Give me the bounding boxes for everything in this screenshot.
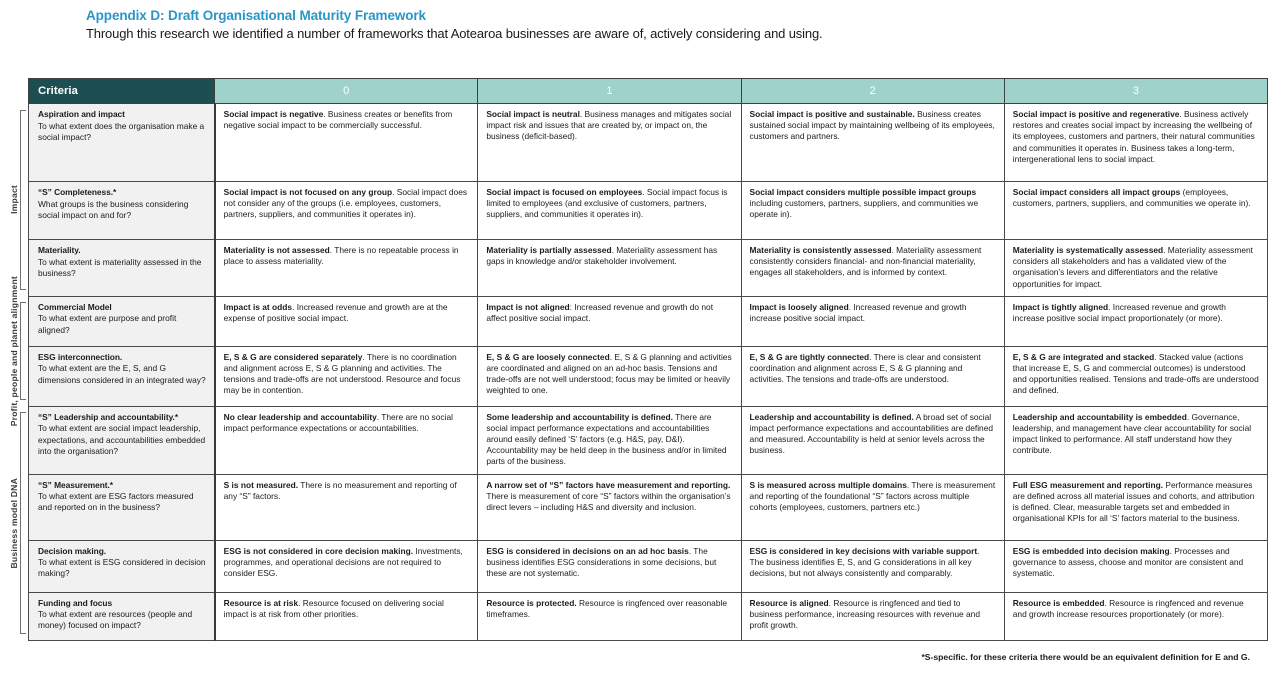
level-lead-text: ESG is not considered in core decision making. <box>223 545 414 556</box>
level-3-cell <box>1004 346 1267 406</box>
criterion-cell <box>29 296 215 346</box>
criterion-question: To what extent is ESG considered in decision making? <box>38 557 206 579</box>
table-row <box>29 346 1268 406</box>
level-1-cell <box>478 474 741 540</box>
table-body <box>29 104 1268 641</box>
level-body-text: Performance measures are defined across all material issues and cohorts, and attribution is defined. Clear, measurable targets set and embedded in organisational KPIs for all ‘S’ factors material to the business. <box>1012 479 1255 524</box>
criterion-title: Materiality. <box>38 245 81 255</box>
table-row <box>29 406 1268 474</box>
level-lead-text: Impact is loosely aligned <box>749 301 849 312</box>
level-2-cell <box>741 474 1004 540</box>
criterion-question: What groups is the business considering social impact on and for? <box>38 198 189 220</box>
criterion-question: To what extent does the organisation make a social impact? <box>38 120 205 142</box>
level-lead-text: Materiality is systematically assessed <box>1012 245 1164 255</box>
level-lead-text: Social impact is neutral <box>486 109 580 119</box>
criterion-cell <box>29 240 215 297</box>
level-body-text: . Resource is ringfenced and revenue and growth increase resources proportionately (or more). <box>1012 597 1244 619</box>
table-row <box>29 104 1268 182</box>
level-body-text: . Resource is ringfenced and tied to business performance, increasing resources with revenue and profit growth. <box>749 597 980 630</box>
level-body-text: Investments, programmes, and operational decisions are not required to consider ESG. <box>223 545 463 578</box>
level-1-cell <box>478 592 741 640</box>
level-body-text: : Increased revenue and growth do not affect positive social impact. <box>486 301 714 323</box>
level-1-cell <box>478 296 741 346</box>
level-body-text: . There is clear and consistent coordination and alignment across E, S & G planning and activities. The tensions and trade-offs are understood. <box>749 351 981 385</box>
level-1-cell <box>478 182 741 240</box>
group-label-rail <box>0 78 27 648</box>
header-level-2: 2 <box>741 79 1004 104</box>
level-1-cell <box>478 240 741 297</box>
level-lead-text: A narrow set of “S” factors have measurement and reporting. <box>486 479 731 490</box>
level-body-text: . Increased revenue and growth increase positive social impact. <box>749 301 967 323</box>
level-3-cell <box>1004 540 1267 592</box>
level-lead-text: S is not measured. <box>223 479 299 490</box>
level-body-text: . Processes and governance to assess, choose and monitor are consistent and systematic. <box>1012 545 1244 578</box>
level-lead-text: E, S & G are integrated and stacked <box>1012 351 1155 362</box>
level-body-text: . Resource focused on delivering social impact is at risk from other priorities. <box>223 597 444 619</box>
level-2-cell <box>741 540 1004 592</box>
criterion-title: “S” Measurement.* <box>38 479 114 490</box>
level-lead-text: Materiality is partially assessed <box>486 245 612 255</box>
level-body-text: . Increased revenue and growth increase positive social impact proportionately (or more). <box>1012 301 1226 323</box>
table-row <box>29 240 1268 297</box>
level-lead-text: Resource is aligned <box>749 597 829 608</box>
table-row <box>29 592 1268 640</box>
level-3-cell <box>1004 182 1267 240</box>
level-3-cell <box>1004 296 1267 346</box>
header-level-3: 3 <box>1004 79 1267 104</box>
level-lead-text: Social impact is not focused on any group <box>223 187 393 197</box>
level-body-text: A broad set of social impact performance expectations and accountabilities are defined and measured. Accountability is held at senior levels across the business. <box>749 411 994 456</box>
criterion-question: To what extent are resources (people and money) focused on impact? <box>38 609 193 631</box>
table-row <box>29 296 1268 346</box>
level-0-cell <box>215 182 478 240</box>
group-bracket <box>20 110 26 291</box>
heading-block <box>86 8 1246 41</box>
criterion-title: “S” Leadership and accountability.* <box>38 411 179 422</box>
level-body-text: . Business creates or benefits from negative social impact to be commercially successful. <box>223 109 453 131</box>
level-0-cell <box>215 296 478 346</box>
level-0-cell <box>215 406 478 474</box>
level-3-cell <box>1004 406 1267 474</box>
level-body-text: including customers, partners, suppliers, and communities we operate in). <box>749 198 979 220</box>
level-2-cell <box>741 240 1004 297</box>
criterion-question: To what extent are ESG factors measured and reported on in the business? <box>38 491 194 513</box>
level-0-cell <box>215 346 478 406</box>
page-subtitle: Through this research we identified a number of frameworks that Aotearoa businesses are aware of, actively considering and using. <box>86 26 823 41</box>
level-body-text: . Stacked value (actions that increase E, S, G and commercial outcomes) is understood and opportunities realised. Tensions and trade-offs are understood and defined. <box>1012 351 1259 396</box>
level-lead-text: Social impact is positive and regenerative <box>1012 109 1180 119</box>
level-body-text: Resource is ringfenced over reasonable timeframes. <box>486 597 728 619</box>
level-body-text: . There is no coordination and alignment across E, S & G planning and activities. The tensions and trade-offs are not understood. Resource and focus may be in contention. <box>223 351 461 396</box>
level-0-cell <box>215 540 478 592</box>
group-label: Impact <box>8 185 19 215</box>
criterion-question: To what extent is materiality assessed in the business? <box>38 256 202 278</box>
level-lead-text: Social impact is positive and sustainable. <box>749 109 915 119</box>
level-body-text: There is measurement of core “S” factors within the organisation’s direct levers – including H&S and diversity and inclusion. <box>486 490 731 512</box>
level-body-text: . There is measurement and reporting of the foundational “S” factors across multiple cohorts (employees, customers, partners etc.) <box>749 479 996 512</box>
level-body-text: There are social impact performance expectations and accountabilities around easily defined ‘S’ factors (e.g. H&S, pay, D&I). Accountability may be held deep in the business and/or in limited parts of the business. <box>486 411 727 467</box>
level-lead-text: Some leadership and accountability is defined. <box>486 411 673 422</box>
level-0-cell <box>215 592 478 640</box>
level-lead-text: Social impact considers multiple possible impact groups <box>749 187 977 197</box>
group-label: Business model DNA <box>8 477 19 569</box>
level-lead-text: ESG is considered in decisions on an ad hoc basis <box>486 545 689 556</box>
level-2-cell <box>741 104 1004 182</box>
level-2-cell <box>741 296 1004 346</box>
footnote: *S-specific. for these criteria there would be an equivalent definition for E and G. <box>921 652 1250 662</box>
group-bracket <box>20 302 26 400</box>
level-2-cell <box>741 592 1004 640</box>
level-lead-text: No clear leadership and accountability <box>223 411 377 422</box>
level-lead-text: E, S & G are loosely connected <box>486 351 610 362</box>
criterion-cell <box>29 592 215 640</box>
criterion-title: “S” Completeness.* <box>38 187 117 197</box>
level-body-text: (employees, customers, partners, suppliers, and communities we operate in). <box>1012 187 1251 209</box>
level-3-cell <box>1004 240 1267 297</box>
criterion-title: ESG interconnection. <box>38 351 123 362</box>
level-body-text: . Materiality assessment considers all stakeholders and has a validated view of the organisation’s levers and differentiators and the relative opportunities for impact. <box>1012 245 1253 289</box>
level-body-text: . Materiality assessment has gaps in knowledge and/or stakeholder involvement. <box>486 245 718 267</box>
criterion-title: Decision making. <box>38 545 107 556</box>
criterion-title: Funding and focus <box>38 597 113 608</box>
level-lead-text: Impact is tightly aligned <box>1012 301 1109 312</box>
level-lead-text: Materiality is consistently assessed <box>749 245 892 255</box>
header-row <box>29 79 1268 104</box>
level-3-cell <box>1004 592 1267 640</box>
level-lead-text: Resource is embedded <box>1012 597 1105 608</box>
table-header <box>29 79 1268 104</box>
criterion-cell <box>29 406 215 474</box>
criterion-cell <box>29 104 215 182</box>
level-lead-text: Social impact is focused on employees <box>486 187 643 197</box>
level-1-cell <box>478 346 741 406</box>
level-body-text: . E, S & G planning and activities are coordinated and aligned on an ad-hoc basis. Tensions and trade-offs are not well understood; focus may be limited or heavily weighted to one. <box>486 351 732 396</box>
level-lead-text: Impact is not aligned <box>486 301 570 312</box>
level-1-cell <box>478 540 741 592</box>
level-lead-text: E, S & G are tightly connected <box>749 351 870 362</box>
level-lead-text: Social impact considers all impact groups <box>1012 187 1181 197</box>
level-1-cell <box>478 104 741 182</box>
criterion-question: To what extent are the E, S, and G dimensions considered in an integrated way? <box>38 363 206 385</box>
header-level-1: 1 <box>478 79 741 104</box>
level-lead-text: Materiality is not assessed <box>223 245 330 255</box>
level-body-text: . Business manages and mitigates social impact risk and issues that are created by, or impact on, the business (deficit-based). <box>486 109 732 142</box>
level-2-cell <box>741 346 1004 406</box>
header-level-0: 0 <box>215 79 478 104</box>
criterion-title: Aspiration and impact <box>38 109 125 119</box>
level-2-cell <box>741 182 1004 240</box>
level-body-text: . There are no social impact performance expectations or accountabilities. <box>223 411 453 433</box>
page-title: Appendix D: Draft Organisational Maturity Framework <box>86 8 426 23</box>
criterion-cell <box>29 474 215 540</box>
level-3-cell <box>1004 104 1267 182</box>
level-0-cell <box>215 104 478 182</box>
level-body-text: . Increased revenue and growth are at the expense of positive social impact. <box>223 301 448 323</box>
group-label: Profit, people and planet alignment <box>8 276 19 427</box>
maturity-matrix-wrap <box>28 78 1268 641</box>
level-body-text: . Materiality assessment consistently considers financial- and non-financial materiality, engages all stakeholders, and is informed by context. <box>749 245 982 278</box>
criterion-cell <box>29 182 215 240</box>
level-0-cell <box>215 474 478 540</box>
level-body-text: . The business identifies ESG considerations in some decisions, but these are not systematic. <box>486 545 717 578</box>
level-lead-text: Leadership and accountability is defined. <box>749 411 914 422</box>
table-row <box>29 474 1268 540</box>
level-body-text: . Social impact focus is limited to employees (and exclusive of customers, partners, suppliers, and communities it operates in). <box>486 187 728 220</box>
level-3-cell <box>1004 474 1267 540</box>
level-lead-text: Leadership and accountability is embedded <box>1012 411 1187 422</box>
header-criteria: Criteria <box>29 79 215 104</box>
level-lead-text: S is measured across multiple domains <box>749 479 907 490</box>
level-body-text: . Governance, leadership, and management have clear accountability for social impact linked to performance. All staff understand how they contribute. <box>1012 411 1252 456</box>
group-bracket <box>20 412 26 634</box>
level-body-text: . The business identifies E, S, and G considerations in all key decisions, but not always consistently and comparably. <box>749 545 980 578</box>
table-row <box>29 182 1268 240</box>
level-1-cell <box>478 406 741 474</box>
criterion-question: To what extent are social impact leadership, expectations, and accountabilities embedded into the organisation? <box>38 423 206 456</box>
table-row <box>29 540 1268 592</box>
level-lead-text: ESG is considered in key decisions with variable support <box>749 545 978 556</box>
level-lead-text: Resource is protected. <box>486 597 577 608</box>
level-lead-text: ESG is embedded into decision making <box>1012 545 1170 556</box>
criterion-question: To what extent are purpose and profit aligned? <box>38 313 177 335</box>
level-lead-text: E, S & G are considered separately <box>223 351 363 362</box>
level-lead-text: Full ESG measurement and reporting. <box>1012 479 1164 490</box>
level-body-text: Business creates sustained social impact by maintaining wellbeing of its employees, customers and partners. <box>749 109 995 142</box>
criterion-cell <box>29 540 215 592</box>
level-body-text: There is no measurement and reporting of any “S” factors. <box>223 479 457 501</box>
level-lead-text: Resource is at risk <box>223 597 299 608</box>
level-body-text: . Business actively restores and creates social impact by increasing the wellbeing of its employees, customers and partners, their natural communities and communities it operates in. Business takes a long-term, intergenerational lens to social impact. <box>1012 109 1255 164</box>
level-2-cell <box>741 406 1004 474</box>
criterion-cell <box>29 346 215 406</box>
level-lead-text: Social impact is negative <box>223 109 324 119</box>
criterion-title: Commercial Model <box>38 301 112 312</box>
level-body-text: . Social impact does not consider any of the groups (i.e. employees, customers, partners, suppliers, and communities it operates in). <box>223 187 468 220</box>
level-lead-text: Impact is at odds <box>223 301 293 312</box>
level-0-cell <box>215 240 478 297</box>
maturity-matrix-table <box>28 78 1268 641</box>
level-body-text: . There is no repeatable process in place to assess materiality. <box>223 245 459 267</box>
